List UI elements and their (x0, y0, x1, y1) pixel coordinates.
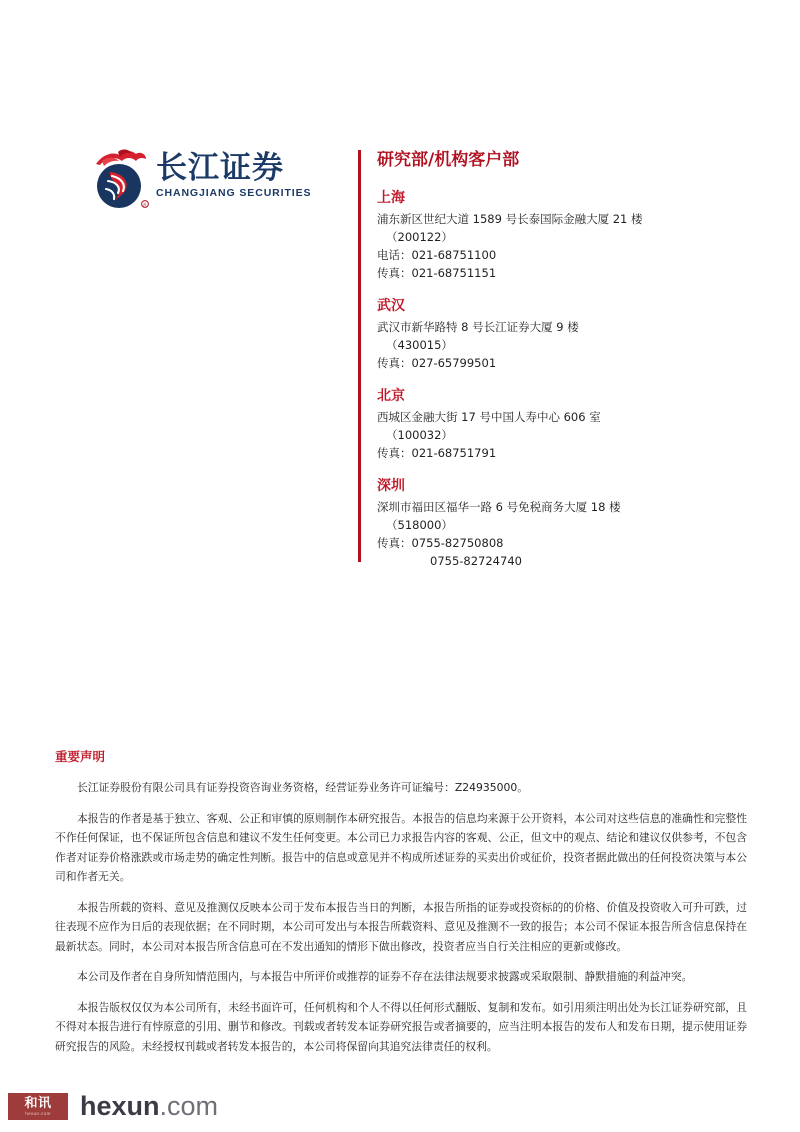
city-postcode: （518000） (386, 518, 453, 532)
disclaimer-paragraph: 本报告版权仅仅为本公司所有，未经书面许可，任何机构和个人不得以任何形式翻版、复制和发布。如引用须注明出处为长江证券研究部，且不得对本报告进行有悖原意的引用、删节和修改。刊载或者转发本证券研究报告或者摘要的，应当注明本报告的发布人和发布日期，提示使用证券研究报告的风险。未经授权刊载或者转发本报告的，本公司将保留向其追究法律责任的权利。 (55, 1000, 747, 1053)
disclaimer-paragraph: 本报告所载的资料、意见及推测仅反映本公司于发布本报告当日的判断，本报告所指的证券或投资标的的价格、价值及投资收入可升可跌，过往表现不应作为日后的表现依据；在不同时期，本公司可发出与本报告所载资料、意见及推测不一致的报告；本公司不保证本报告所含信息保持在最新状态。同时，本公司对本报告所含信息可在不发出通知的情形下做出修改，投资者应当自行关注相应的更新或修改。 (55, 900, 747, 953)
city-postcode: （430015） (386, 338, 453, 352)
contact-heading: 研究部/机构客户部 (377, 150, 520, 170)
city-fax: 传真：021-68751151 (377, 266, 497, 280)
vertical-divider (358, 150, 361, 562)
city-group-shenzhen (377, 476, 777, 570)
city-group-shanghai (377, 188, 777, 282)
city-fax: 传真：0755-82750808 (377, 536, 504, 550)
changjiang-flame-circle-logo-icon (88, 148, 152, 210)
city-fax-secondary: 0755-82724740 (430, 554, 522, 568)
contact-block (0, 140, 800, 570)
disclaimer-paragraph: 长江证券股份有限公司具有证券投资咨询业务资格，经营证券业务许可证编号：Z24935000。 (77, 781, 529, 794)
city-postcode: （200122） (386, 230, 453, 244)
city-address: 浦东新区世纪大道 1589 号长泰国际金融大厦 21 楼 (377, 212, 643, 226)
brand-wordmark (156, 150, 328, 200)
city-fax: 传真：021-68751791 (377, 446, 497, 460)
city-name: 北京 (377, 388, 405, 404)
city-address: 武汉市新华路特 8 号长江证券大厦 9 楼 (377, 320, 579, 334)
city-address: 深圳市福田区福华一路 6 号免税商务大厦 18 楼 (377, 500, 621, 514)
contact-column (377, 148, 777, 584)
disclaimer-paragraph: 本报告的作者是基于独立、客观、公正和审慎的原则制作本研究报告。本报告的信息均来源于公开资料，本公司对这些信息的准确性和完整性不作任何保证，也不保证所包含信息和建议不发生任何变更。本公司已力求报告内容的客观、公正，但文中的观点、结论和建议仅供参考，不包含作者对证券价格涨跌或市场走势的确定性判断。报告中的信息或意见并不构成所述证券的买卖出价或征价，投资者据此做出的任何投资决策与本公司和作者无关。 (55, 811, 747, 883)
hexun-badge-en: hexun.com (25, 1110, 51, 1116)
brand-name-en: CHANGJIANG SECURITIES (156, 187, 312, 199)
city-name: 深圳 (377, 478, 405, 494)
hexun-word-bold: hexun (80, 1091, 160, 1121)
city-postcode: （100032） (386, 428, 453, 442)
disclaimer-section (55, 748, 747, 1067)
hexun-wordmark (80, 1092, 218, 1121)
brand-name-cn: 长江证券 (156, 150, 284, 186)
hexun-word-light: .com (159, 1091, 219, 1121)
city-phone: 电话：021-68751100 (377, 248, 497, 262)
city-fax: 传真：027-65799501 (377, 356, 497, 370)
city-group-beijing (377, 386, 777, 462)
disclaimer-title: 重要声明 (55, 749, 106, 764)
city-group-wuhan (377, 296, 777, 372)
svg-text:R: R (143, 202, 147, 208)
hexun-badge-cn: 和讯 (24, 1095, 52, 1111)
hexun-watermark (8, 1092, 218, 1121)
city-name: 上海 (377, 190, 405, 206)
brand-logo (88, 148, 328, 210)
hexun-badge-icon (8, 1093, 68, 1120)
disclaimer-paragraph: 本公司及作者在自身所知情范围内，与本报告中所评价或推荐的证券不存在法律法规要求披露或采取限制、静默措施的利益冲突。 (77, 970, 693, 983)
city-address: 西城区金融大街 17 号中国人寿中心 606 室 (377, 410, 601, 424)
city-name: 武汉 (377, 298, 405, 314)
